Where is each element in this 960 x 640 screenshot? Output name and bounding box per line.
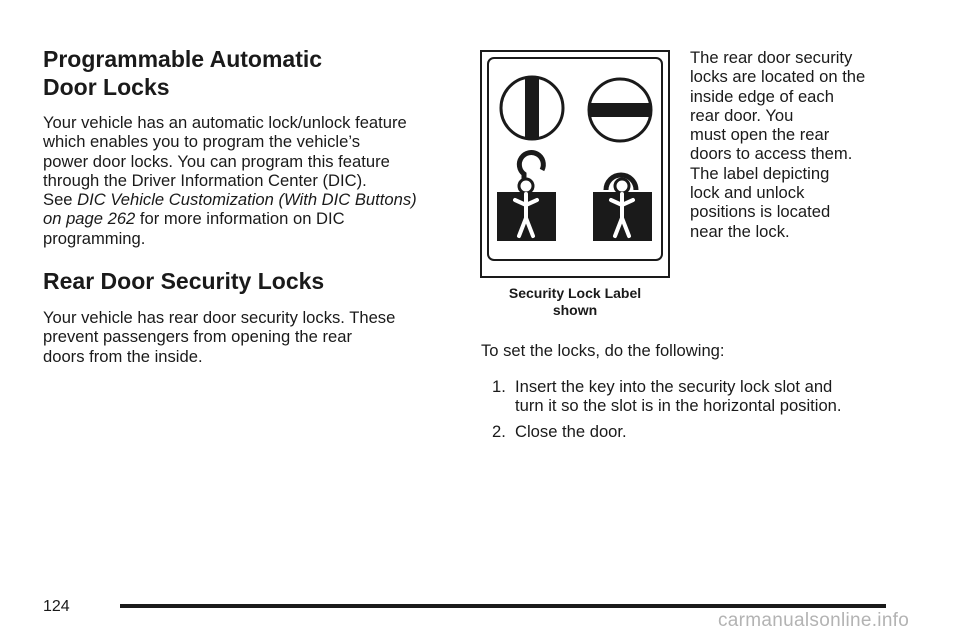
security-lock-label-figure <box>480 50 670 278</box>
step-number: 2. <box>492 422 506 441</box>
caption-line: shown <box>552 302 598 318</box>
see-word: See <box>43 190 78 210</box>
heading-rear-door-security-locks: Rear Door Security Locks <box>43 268 325 294</box>
text-line: The rear door security <box>690 48 853 67</box>
text-line: through the Driver Information Center (DIC). <box>43 170 367 190</box>
heading-programmable-automatic: Programmable Automatic <box>43 46 323 72</box>
text-line: doors to access them. <box>690 144 853 164</box>
text-line <box>43 190 417 209</box>
instructions-intro: To set the locks, do the following: <box>481 341 725 360</box>
figure-caption <box>480 285 670 319</box>
page-number: 124 <box>43 598 70 615</box>
cross-reference-page[interactable]: on page 262 <box>43 209 136 229</box>
text-line: turn it so the slot is in the horizontal position. <box>515 396 842 416</box>
text-line: doors from the inside. <box>43 346 203 366</box>
text-line: prevent passengers from opening the rear <box>43 327 353 347</box>
step-text <box>515 422 627 441</box>
after-reference-text: for more information on DIC <box>135 209 345 229</box>
text-line: The label depicting <box>690 163 830 183</box>
text-line: programming. <box>43 228 146 248</box>
text-line: must open the rear <box>690 125 830 145</box>
step-number: 1. <box>492 377 506 396</box>
text-line: Insert the key into the security lock slot and <box>515 377 833 396</box>
text-line <box>43 209 417 228</box>
vertical-slot-icon <box>501 77 563 139</box>
text-line: power door locks. You can program this feature <box>43 151 390 171</box>
text-line: Your vehicle has an automatic lock/unlock feature <box>43 113 407 132</box>
caption-line: Security Lock Label <box>508 285 642 301</box>
text-line: positions is located <box>690 202 831 222</box>
heading-door-locks: Door Locks <box>43 74 170 100</box>
text-line: lock and unlock <box>690 183 805 203</box>
section1-paragraph <box>43 113 417 248</box>
horizontal-slot-icon <box>589 79 651 141</box>
text-line: locks are located on the <box>690 67 866 87</box>
text-line: rear door. You <box>690 105 794 125</box>
step-text <box>515 377 842 416</box>
watermark: carmanualsonline.info <box>718 610 910 631</box>
footer-rule <box>120 604 886 608</box>
text-line: Close the door. <box>515 422 627 441</box>
text-line: inside edge of each <box>690 86 834 106</box>
cross-reference-link[interactable]: DIC Vehicle Customization (With DIC Buttons) <box>77 190 417 210</box>
text-line: Your vehicle has rear door security locks. These <box>43 308 396 327</box>
text-line: near the lock. <box>690 221 790 241</box>
right-column-paragraph <box>690 48 865 241</box>
text-line: which enables you to program the vehicle’s <box>43 132 360 152</box>
section2-paragraph <box>43 308 395 366</box>
